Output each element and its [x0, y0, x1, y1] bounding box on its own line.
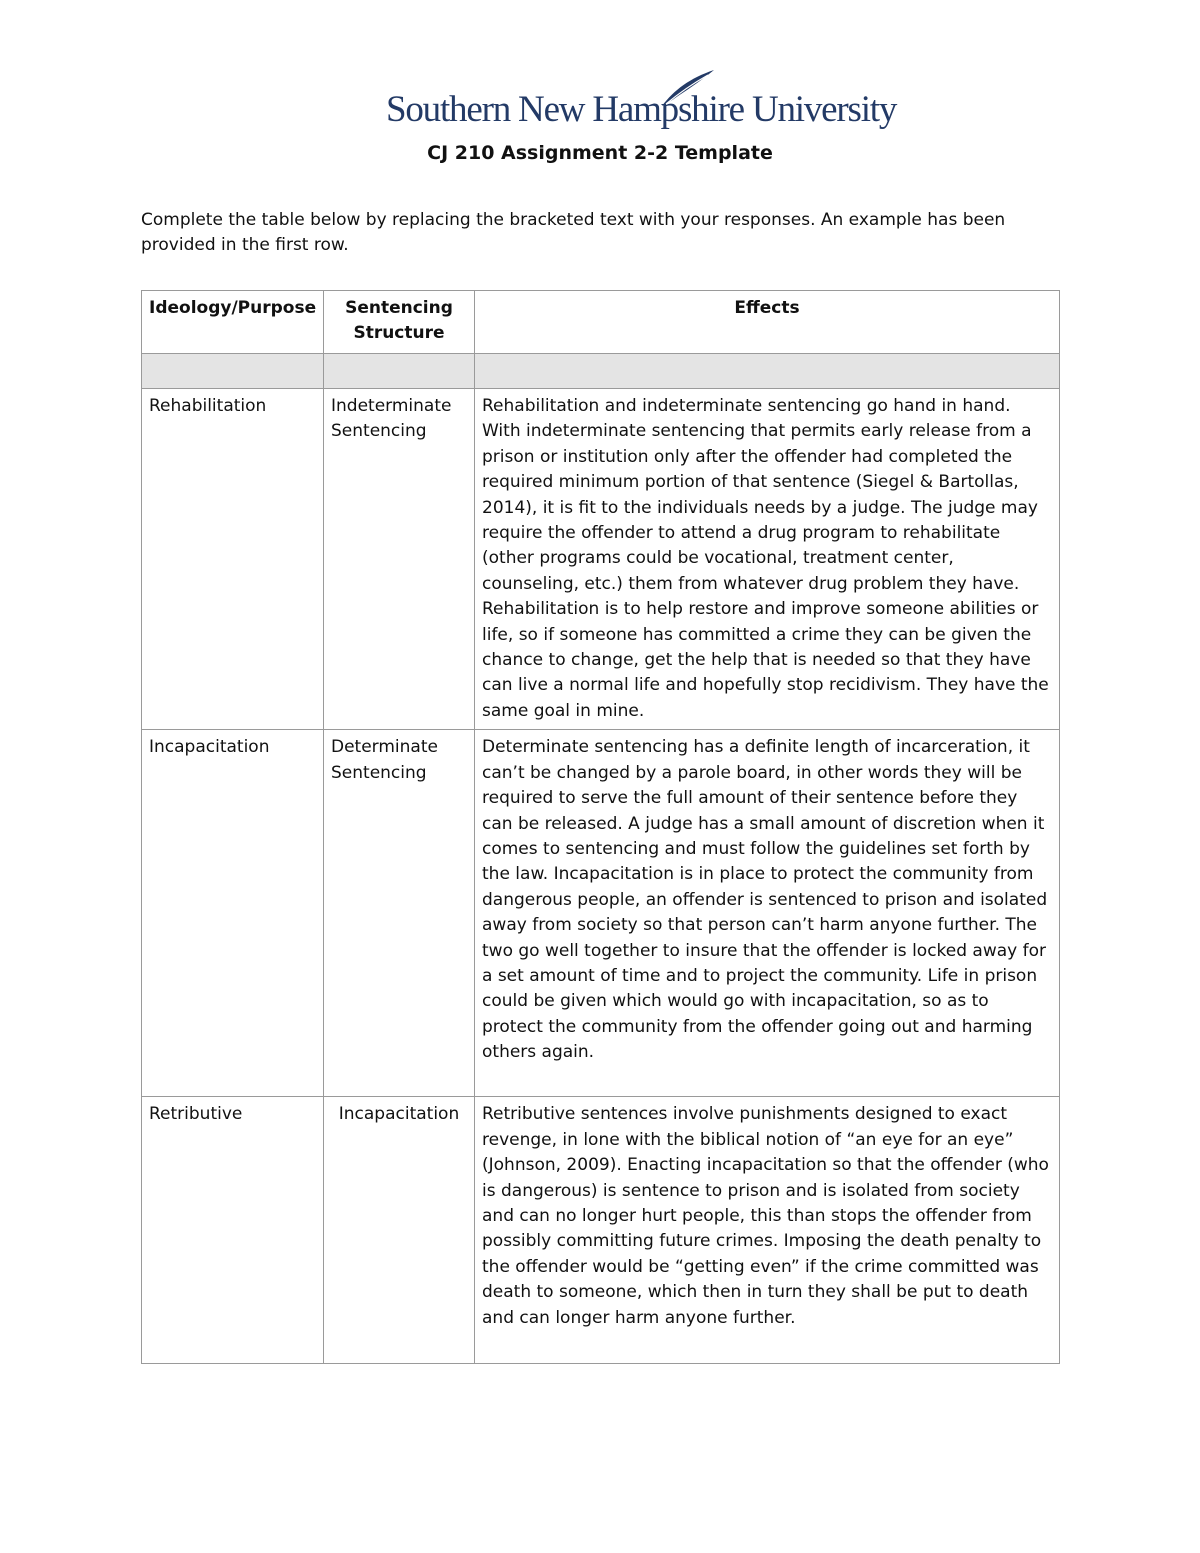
university-logo: [386, 68, 897, 136]
document-title: CJ 210 Assignment 2-2 Template: [427, 142, 773, 164]
spacer-cell: [324, 354, 475, 389]
table-row: [142, 389, 1060, 730]
structure-cell: Incapacitation: [324, 1097, 475, 1364]
logo-wordmark: Southern New Hampshire University: [386, 89, 897, 130]
structure-cell: Indeterminate Sentencing: [324, 389, 475, 730]
quill-icon: [656, 68, 716, 108]
column-header-ideology: Ideology/Purpose: [142, 291, 324, 354]
spacer-cell: [142, 354, 324, 389]
structure-cell: Determinate Sentencing: [324, 730, 475, 1097]
ideology-cell: Retributive: [142, 1097, 324, 1364]
effects-cell: Determinate sentencing has a definite length of incarceration, it can’t be changed by a parole board, in other words they will be required to serve the full amount of their sentence before they can be released. A judge has a small amount of discretion when it comes to sentencing and must follow the guidelines set forth by the law. Incapacitation is in place to protect the community from dangerous people, an offender is sentenced to prison and isolated away from society so that person can’t harm anyone further. The two go well together to insure that the offender is locked away for a set amount of time and to project the community. Life in prison could be given which would go with incapacitation, so as to protect the community from the offender going out and harming others again.: [475, 730, 1060, 1097]
spacer-cell: [475, 354, 1060, 389]
sentencing-table: [141, 290, 1060, 1364]
table-row: [142, 730, 1060, 1097]
column-header-structure: Sentencing Structure: [324, 291, 475, 354]
instructions-text: Complete the table below by replacing the bracketed text with your responses. An example has been provided in the first row.: [141, 210, 1006, 255]
effects-cell: Retributive sentences involve punishments designed to exact revenge, in lone with the biblical notion of “an eye for an eye” (Johnson, 2009). Enacting incapacitation so that the offender (who is dangerous) is sentence to prison and is isolated from society and can no longer hurt people, this than stops the offender from possibly committing future crimes. Imposing the death penalty to the offender would be “getting even” if the crime committed was death to someone, which then in turn they shall be put to death and can longer harm anyone further.: [475, 1097, 1060, 1364]
column-header-effects: Effects: [475, 291, 1060, 354]
effects-cell: Rehabilitation and indeterminate sentencing go hand in hand. With indeterminate sentencing that permits early release from a prison or institution only after the offender had completed the required minimum portion of that sentence (Siegel & Bartollas, 2014), it is fit to the individuals needs by a judge. The judge may require the offender to attend a drug program to rehabilitate (other programs could be vocational, treatment center, counseling, etc.) them from whatever drug problem they have. Rehabilitation is to help restore and improve someone abilities or life, so if someone has committed a crime they can be given the chance to change, get the help that is needed so that they have can live a normal life and hopefully stop recidivism. They have the same goal in mine.: [475, 389, 1060, 730]
shaded-spacer-row: [142, 354, 1060, 389]
ideology-cell: Incapacitation: [142, 730, 324, 1097]
table-row: [142, 1097, 1060, 1364]
ideology-cell: Rehabilitation: [142, 389, 324, 730]
table-header-row: [142, 291, 1060, 354]
